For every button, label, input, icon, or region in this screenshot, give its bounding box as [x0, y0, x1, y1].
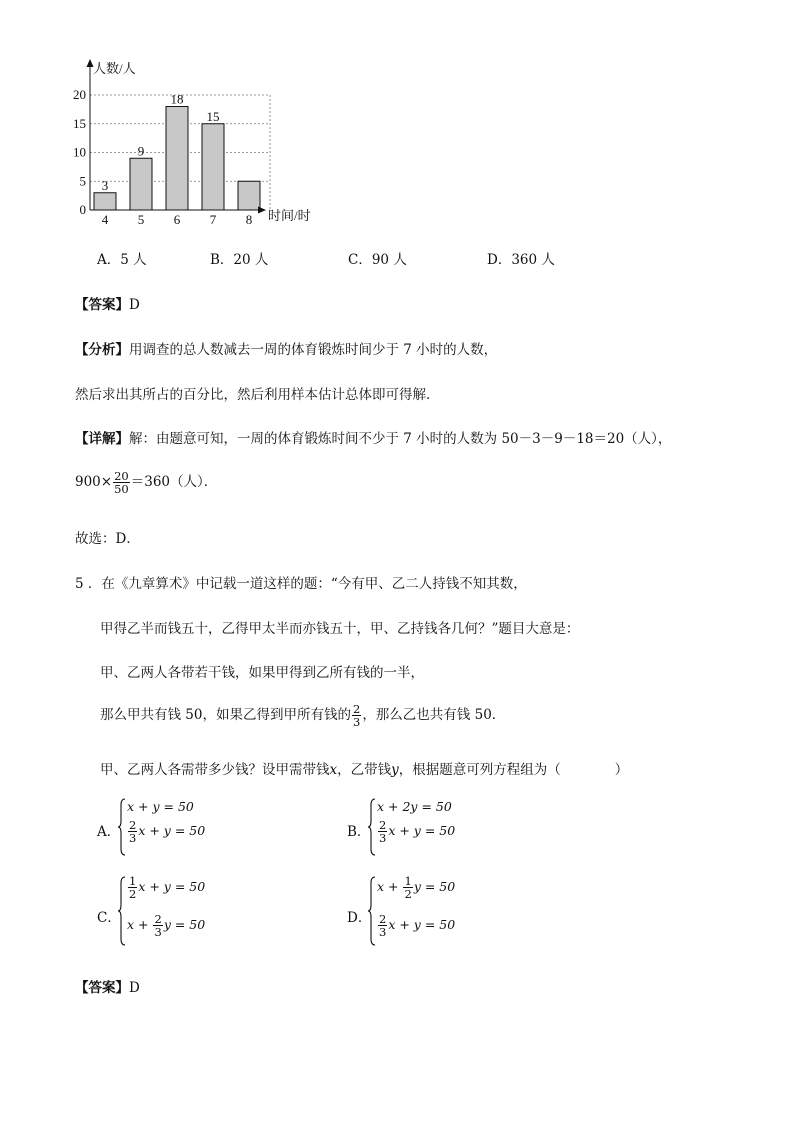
fraction [153, 913, 162, 938]
equation-rest: x + y = 50 [138, 823, 206, 838]
option-letter: A． [97, 252, 121, 268]
brace-icon [117, 797, 127, 857]
bar [130, 158, 152, 210]
q5-option-b-letter: B． [347, 824, 371, 840]
variable-x: x [329, 762, 338, 778]
analysis-text: 用调查的总人数减去一周的体育锻炼时间少于 7 小时的人数， [129, 342, 498, 358]
detail-text: 解：由题意可知，一周的体育锻炼时间不少于 7 小时的人数为 50－3－9－18＝20（人）， [129, 431, 672, 447]
equation-rest: y = 50 [413, 879, 456, 894]
answer-tag: 【答案】 [75, 297, 129, 313]
q5-stem-line-4 [100, 701, 505, 729]
option-letter: C． [348, 252, 372, 268]
q5-stem-line-3: 甲、乙两人各带若干钱，如果甲得到乙所有钱的一半， [100, 665, 424, 681]
fraction-denominator: 3 [352, 715, 361, 729]
equation-1 [127, 875, 205, 900]
option-b [210, 248, 268, 268]
fraction-numerator: 1 [404, 874, 412, 888]
answer-value: D [129, 980, 140, 996]
equation-1: x + y = 50 [127, 799, 194, 814]
fraction-numerator: 2 [129, 818, 137, 832]
bar [166, 107, 188, 211]
y-tick-label: 15 [73, 115, 86, 131]
option-a [97, 248, 147, 268]
fraction [378, 819, 387, 844]
equation-2 [127, 913, 205, 938]
data-label: 15 [206, 108, 220, 124]
answer-value: D [129, 297, 140, 313]
fraction-denominator: 3 [129, 831, 137, 845]
detail-tag: 【详解】 [75, 431, 129, 447]
y-tick-label: 10 [73, 144, 86, 160]
equation-2 [377, 819, 455, 844]
fraction-numerator: 20 [114, 469, 129, 483]
x-tick-label: 6 [173, 212, 181, 227]
q5-stem-line-2: 甲得乙半而钱五十，乙得甲太半而亦钱五十，甲、乙持钱各几何？”题目大意是： [100, 621, 580, 637]
equation-rest: x + y = 50 [388, 823, 456, 838]
stem-text: ，乙带钱 [337, 762, 392, 778]
fraction-numerator: 1 [129, 874, 137, 888]
option-text: 360 人 [511, 252, 555, 268]
fraction-numerator: 2 [352, 702, 361, 716]
detail-expression: 900× [75, 474, 113, 490]
x-tick-label: 5 [137, 212, 145, 227]
fraction-denominator: 3 [379, 831, 387, 845]
option-text: 20 人 [233, 252, 269, 268]
fraction-denominator: 3 [154, 925, 162, 939]
fraction [128, 875, 137, 900]
bar [238, 181, 260, 210]
option-c [348, 248, 407, 268]
x-axis-arrow [258, 207, 266, 214]
stem-text: ，根据题意可列方程组为（ ） [398, 762, 629, 778]
equation-rest: x + y = 50 [138, 879, 206, 894]
equation-2 [377, 913, 455, 938]
option-text: 5 人 [120, 252, 147, 268]
data-label: 18 [170, 91, 184, 107]
equation-rest: y = 50 [163, 917, 206, 932]
answer-tag: 【答案】 [75, 980, 129, 996]
bar [202, 124, 224, 210]
equation-1 [377, 875, 455, 900]
fraction [113, 470, 130, 495]
x-tick-label: 4 [101, 212, 109, 227]
equation-rest: x + y = 50 [388, 917, 456, 932]
q5-option-d-letter: D． [347, 910, 372, 926]
fraction-numerator: 2 [154, 912, 162, 926]
fraction [352, 703, 361, 728]
q4-choose: 故选：D． [75, 531, 140, 547]
stem-text: ，那么乙也共有钱 50． [362, 707, 506, 723]
analysis-tag: 【分析】 [75, 342, 129, 358]
q5-stem-line-5 [100, 758, 628, 778]
fraction-numerator: 2 [379, 818, 387, 832]
chart-bars [94, 107, 260, 211]
fraction-denominator: 2 [129, 887, 137, 901]
option-letter: D． [487, 252, 512, 268]
histogram-chart [60, 55, 330, 230]
fraction-numerator: 2 [379, 912, 387, 926]
x-tick-label: 7 [209, 212, 217, 227]
bar [94, 193, 116, 210]
option-d [487, 248, 555, 268]
q4-detail-line-2 [75, 468, 217, 496]
q4-detail-line-1 [75, 427, 671, 447]
fraction-denominator: 3 [379, 925, 387, 939]
y-tick-label: 20 [73, 87, 86, 102]
equation-pre: x + [377, 879, 403, 894]
q5-option-c-letter: C． [97, 910, 121, 926]
stem-text: 那么甲共有钱 50，如果乙得到甲所有钱的 [100, 707, 351, 723]
q5-option-c-system [117, 875, 237, 947]
option-letter: B． [210, 252, 234, 268]
brace-icon [367, 797, 377, 857]
y-tick-label: 5 [79, 173, 86, 189]
q4-answer [75, 293, 140, 313]
x-axis-label: 时间/时 [268, 208, 311, 223]
q5-answer [75, 976, 140, 996]
q5-option-a-system [117, 797, 237, 857]
q4-analysis-line-1 [75, 338, 497, 358]
fraction [403, 875, 412, 900]
stem-text: 甲、乙两人各需带多少钱？设甲需带钱 [100, 762, 330, 778]
fraction-denominator: 50 [114, 482, 129, 496]
equation-2 [127, 819, 205, 844]
x-tick-label: 8 [245, 212, 253, 227]
data-label: 3 [101, 177, 109, 193]
fraction [378, 913, 387, 938]
equation-pre: x + [127, 917, 153, 932]
brace-icon [367, 875, 377, 947]
data-label: 9 [137, 143, 145, 159]
brace-icon [117, 875, 127, 947]
equation-1: x + 2y = 50 [377, 799, 452, 814]
y-axis-label: 人数/人 [93, 61, 136, 76]
detail-result: ＝360（人）． [130, 474, 218, 490]
q5-option-d-system [367, 875, 487, 947]
q5-option-b-system [367, 797, 487, 857]
option-text: 90 人 [371, 252, 407, 268]
q5-stem-line-1: 5 ．在《九章算术》中记载一道这样的题：“今有甲、乙二人持钱不知其数， [75, 576, 527, 592]
variable-y: y [391, 762, 399, 778]
fraction-denominator: 2 [404, 887, 412, 901]
fraction [128, 819, 137, 844]
y-tick-label: 0 [79, 202, 86, 217]
q5-option-a-letter: A． [97, 824, 121, 840]
q4-analysis-line-2: 然后求出其所占的百分比，然后利用样本估计总体即可得解． [75, 387, 440, 403]
